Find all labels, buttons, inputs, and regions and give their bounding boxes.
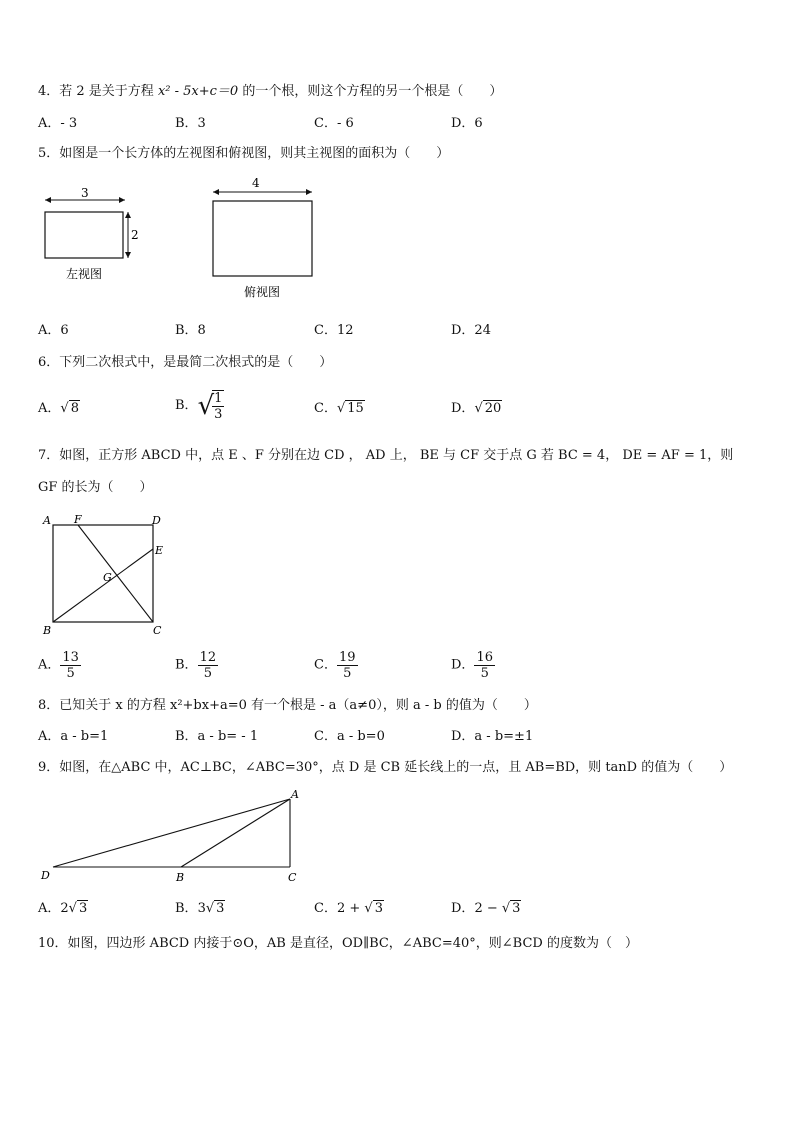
q5-stem: 5．如图是一个长方体的左视图和俯视图，则其主视图的面积为（ ） bbox=[38, 146, 450, 161]
q7-stem-line1: 7．如图，正方形 ABCD 中，点 E 、F 分别在边 CD ， AD 上， BE 与 CF 交于点 G 若 BC = 4， DE = AF = 1，则 bbox=[38, 448, 734, 463]
q4-option-a: A．- 3 bbox=[38, 116, 78, 131]
arrowhead-icon bbox=[213, 189, 219, 195]
numerator: 16 bbox=[476, 650, 493, 665]
top-view-caption: 俯视图 bbox=[244, 285, 281, 299]
q6-option-d-label: D． bbox=[451, 401, 475, 416]
q6-option-b-denominator: 3 bbox=[214, 407, 223, 422]
denominator: 5 bbox=[343, 666, 352, 681]
q9-stem: 9．如图，在△ABC 中，AC⊥BC，∠ABC=30°，点 D 是 CB 延长线上的一点，且 AB=BD，则 tanD 的值为（ ） bbox=[38, 760, 733, 775]
q7-stem-line2: GF 的长为（ ） bbox=[38, 480, 153, 495]
q7-option-d-fraction bbox=[474, 650, 495, 681]
arrowhead-icon bbox=[125, 252, 131, 258]
q6-option-d bbox=[451, 400, 502, 417]
q9-option-b-coeff: 3 bbox=[197, 901, 206, 916]
q6-option-b-numerator: 1 bbox=[214, 391, 223, 406]
denominator: 5 bbox=[203, 666, 212, 681]
top-view-rectangle bbox=[213, 201, 312, 276]
q6-option-a bbox=[38, 400, 80, 417]
segment-be bbox=[53, 549, 153, 622]
point-c-label: C bbox=[288, 871, 297, 884]
point-b-label: B bbox=[43, 624, 52, 637]
q5-option-a: A．6 bbox=[38, 323, 69, 338]
q9-figure bbox=[36, 784, 316, 888]
q7-option-c bbox=[314, 650, 358, 681]
point-g-label: G bbox=[103, 571, 112, 584]
q7-option-b-fraction bbox=[198, 650, 219, 681]
q5-option-b: B．8 bbox=[175, 323, 206, 338]
segment-cf bbox=[78, 525, 153, 622]
q9-option-d-label: D． bbox=[451, 901, 475, 916]
left-view-diagram bbox=[45, 186, 139, 281]
q7-option-c-label: C． bbox=[314, 657, 337, 673]
q5-option-d: D．24 bbox=[451, 323, 491, 338]
q5-option-c: C．12 bbox=[314, 323, 354, 338]
q9-option-b bbox=[175, 900, 225, 917]
point-d-label: D bbox=[41, 869, 50, 882]
left-view-height-label: 2 bbox=[131, 228, 139, 242]
q6-stem: 6．下列二次根式中，是最简二次根式的是（ ） bbox=[38, 355, 333, 370]
point-b-label: B bbox=[176, 871, 185, 884]
sqrt-icon: √ bbox=[197, 391, 215, 421]
q9-option-c-prefix: 2 + bbox=[336, 901, 365, 916]
top-view-diagram bbox=[213, 176, 312, 299]
q6-option-c-radicand: 15 bbox=[347, 401, 364, 416]
left-view-width-label: 3 bbox=[81, 186, 89, 200]
q9-option-c bbox=[314, 900, 384, 917]
q6-option-c bbox=[314, 400, 365, 417]
q8-stem: 8．已知关于 x 的方程 x²+bx+a=0 有一个根是 - a（a≠0），则 a - b 的值为（ ） bbox=[38, 698, 537, 713]
numerator: 13 bbox=[62, 650, 79, 665]
sqrt-icon: √ 15 bbox=[336, 401, 364, 416]
q6-option-b bbox=[175, 390, 224, 422]
q7-option-b-label: B． bbox=[175, 657, 198, 673]
q6-option-b-fraction bbox=[212, 390, 224, 422]
q4-option-d: D．6 bbox=[451, 116, 483, 131]
arrowhead-icon bbox=[119, 197, 125, 203]
denominator: 5 bbox=[66, 666, 75, 681]
q4-stem-prefix: 4．若 2 是关于方程 bbox=[38, 84, 158, 99]
sqrt-icon: √ 8 bbox=[60, 401, 79, 416]
q9-option-a-radicand: 3 bbox=[78, 901, 88, 916]
q6-option-d-radicand: 20 bbox=[484, 401, 502, 416]
numerator: 12 bbox=[199, 650, 217, 665]
sqrt-icon: √ 3 bbox=[205, 901, 225, 916]
q7-option-c-fraction bbox=[337, 650, 358, 681]
q4-option-c: C．- 6 bbox=[314, 116, 354, 131]
q8-option-b: B．a - b= - 1 bbox=[175, 729, 259, 744]
sqrt-icon: √ 3 bbox=[68, 901, 88, 916]
point-e-label: E bbox=[155, 544, 164, 557]
q8-option-c: C．a - b=0 bbox=[314, 729, 385, 744]
q6-option-a-radicand: 8 bbox=[70, 401, 79, 416]
q4-stem-suffix: 的一个根，则这个方程的另一个根是（ ） bbox=[238, 84, 503, 99]
q9-option-d-prefix: 2 − bbox=[474, 901, 502, 916]
segment-ba bbox=[181, 799, 290, 867]
top-view-width-label: 4 bbox=[252, 176, 260, 190]
q10-stem: 10．如图，四边形 ABCD 内接于⊙O，AB 是直径，OD∥BC，∠ABC=40°，则∠BCD 的度数为（ ） bbox=[38, 936, 638, 951]
q4-option-b: B．3 bbox=[175, 116, 206, 131]
q9-option-c-radicand: 3 bbox=[374, 901, 383, 916]
q7-option-a-label: A． bbox=[38, 657, 61, 673]
q8-option-d: D．a - b=±1 bbox=[451, 729, 534, 744]
q9-option-b-radicand: 3 bbox=[216, 901, 225, 916]
point-a-label: A bbox=[43, 514, 51, 527]
q7-option-d bbox=[451, 650, 495, 681]
q7-figure bbox=[36, 510, 176, 640]
sqrt-icon: √ 3 bbox=[364, 901, 383, 916]
q5-figure bbox=[30, 170, 350, 310]
q6-option-c-label: C． bbox=[314, 401, 337, 416]
point-c-label: C bbox=[153, 624, 162, 637]
arrowhead-icon bbox=[45, 197, 51, 203]
q7-option-d-label: D． bbox=[451, 657, 475, 673]
q7-option-b bbox=[175, 650, 218, 681]
q7-option-a-fraction bbox=[60, 650, 81, 681]
segment-da bbox=[53, 799, 290, 867]
numerator: 19 bbox=[338, 650, 356, 665]
point-d-label: D bbox=[152, 514, 161, 527]
q9-option-c-label: C． bbox=[314, 901, 337, 916]
q9-option-a-coeff: 2 bbox=[60, 901, 69, 916]
left-view-caption: 左视图 bbox=[66, 267, 103, 281]
q9-option-d-radicand: 3 bbox=[512, 901, 521, 916]
q9-option-b-label: B． bbox=[175, 901, 198, 916]
point-a-label: A bbox=[291, 788, 299, 801]
sqrt-icon: √ 3 bbox=[501, 901, 521, 916]
q6-option-b-label: B． bbox=[175, 398, 198, 413]
q8-option-a: A．a - b=1 bbox=[38, 729, 109, 744]
q7-option-a bbox=[38, 650, 81, 681]
q9-option-d bbox=[451, 900, 521, 917]
q9-option-a-label: A． bbox=[38, 901, 61, 916]
q4-stem bbox=[38, 84, 502, 100]
q6-option-a-label: A． bbox=[38, 401, 61, 416]
arrowhead-icon bbox=[306, 189, 312, 195]
left-view-rectangle bbox=[45, 212, 123, 258]
sqrt-icon: √ 20 bbox=[474, 401, 502, 416]
arrowhead-icon bbox=[125, 212, 131, 218]
q4-equation: x² - 5x+c＝0 bbox=[157, 84, 239, 99]
denominator: 5 bbox=[480, 666, 489, 681]
q9-option-a bbox=[38, 900, 88, 917]
point-f-label: F bbox=[74, 513, 82, 526]
